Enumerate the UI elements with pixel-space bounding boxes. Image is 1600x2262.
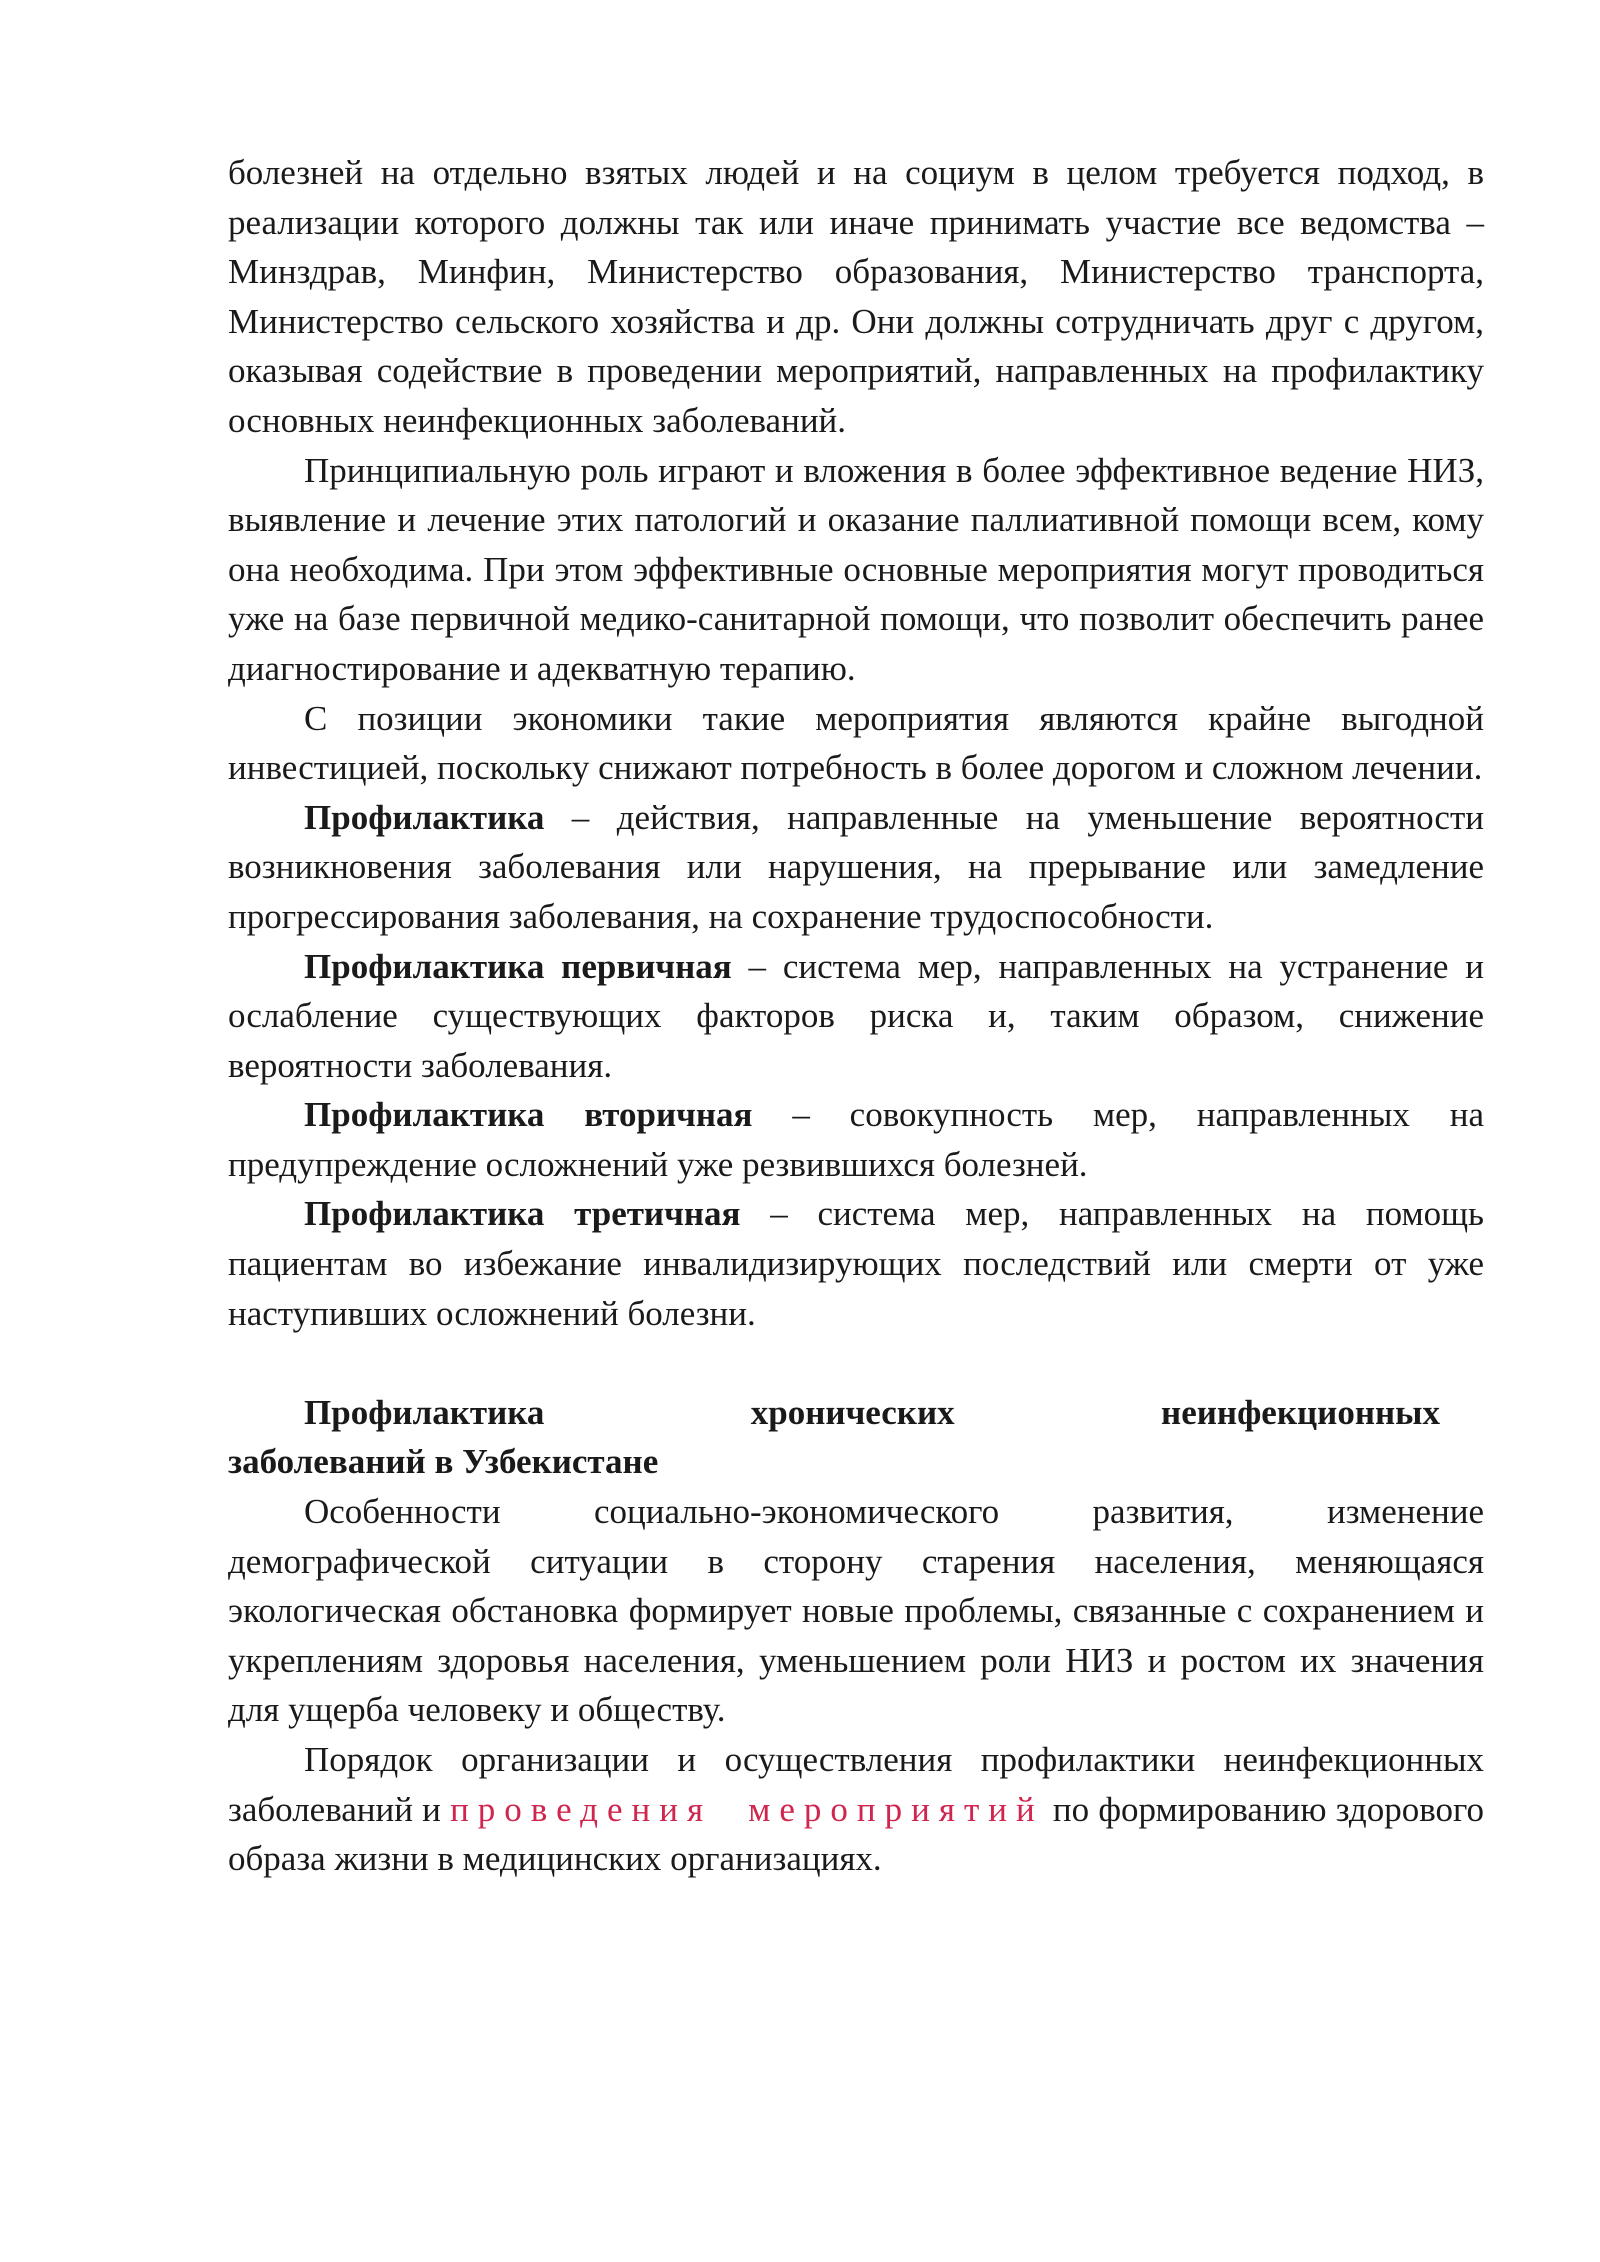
definition-text: – действия, направленные на уменьшение вероятности возникновения заболевания или нарушения, на прерывание или замедление прогрессирования заболевания, на сохранение трудоспособности. bbox=[228, 797, 1484, 936]
definition-tertiary-prevention bbox=[228, 1189, 1484, 1338]
definition-text: – совокупность мер, направленных на предупреждение осложнений уже резвившихся болезней. bbox=[228, 1095, 1485, 1184]
paragraph-uzbekistan-features: Особенности социально-экономического развития, изменение демографической ситуации в сторону старения населения, меняющаяся экологическая обстановка формирует новые проблемы, связанные с сохранением и укреплениям здоровья населения, уменьшением роли НИЗ и ростом их значения для ущерба человеку и обществу. bbox=[228, 1492, 1484, 1730]
definition-prevention bbox=[228, 793, 1484, 942]
definition-term: Профилактика третичная bbox=[304, 1194, 741, 1234]
section-heading bbox=[228, 1388, 1484, 1487]
section-heading-line2: заболеваний в Узбекистане bbox=[228, 1442, 659, 1482]
definition-text: – система мер, направленных на помощь пациентам во избежание инвалидизирующих последствий или смерти от уже наступивших осложнений болезни. bbox=[228, 1194, 1485, 1333]
section-heading-line1 bbox=[228, 1388, 1484, 1438]
heading-word: хронических bbox=[750, 1392, 955, 1432]
definition-term: Профилактика bbox=[304, 797, 545, 837]
highlighted-phrase: проведения мероприятий bbox=[450, 1789, 1044, 1829]
paragraph-economics: С позиции экономики такие мероприятия являются крайне выгодной инвестицией, поскольку снижают потребность в более дорогом и сложном лечении. bbox=[228, 698, 1484, 788]
heading-word: неинфекционных bbox=[1161, 1392, 1440, 1432]
blank-line bbox=[228, 1338, 1484, 1388]
heading-word: Профилактика bbox=[304, 1392, 545, 1432]
definition-term: Профилактика первичная bbox=[304, 946, 732, 986]
definition-text: – система мер, направленных на устранение и ослабление существующих факторов риска и, таким образом, снижение вероятности заболевания. bbox=[228, 946, 1484, 1085]
document-body bbox=[228, 148, 1484, 1884]
paragraph-procedure-end: по формированию здорового образа жизни в медицинских организациях. bbox=[228, 1789, 1484, 1879]
paragraph-ncd-role: Принципиальную роль играют и вложения в более эффективное ведение НИЗ, выявление и лечение этих патологий и оказание паллиативной помощи всем, кому она необходима. При этом эффективные основные мероприятия могут проводиться уже на базе первичной медико-санитарной помощи, что позволит обеспечить ранее диагностирование и адекватную терапию. bbox=[228, 450, 1484, 688]
paragraph-procedure bbox=[228, 1735, 1484, 1884]
paragraph-procedure-start: Порядок организации и осуществления профилактики неинфекционных заболеваний и bbox=[228, 1740, 1484, 1829]
definition-primary-prevention bbox=[228, 942, 1484, 1091]
definition-term: Профилактика вторичная bbox=[304, 1095, 753, 1135]
paragraph-intro: болезней на отдельно взятых людей и на социум в целом требуется подход, в реализации которого должны так или иначе принимать участие все ведомства – Минздрав, Минфин, Министерство образования, Министерство транспорта, Министерство сельского хозяйства и др. Они должны сотрудничать друг с другом, оказывая содействие в проведении мероприятий, направленных на профилактику основных неинфекционных заболеваний. bbox=[228, 153, 1484, 440]
definition-secondary-prevention bbox=[228, 1090, 1484, 1189]
